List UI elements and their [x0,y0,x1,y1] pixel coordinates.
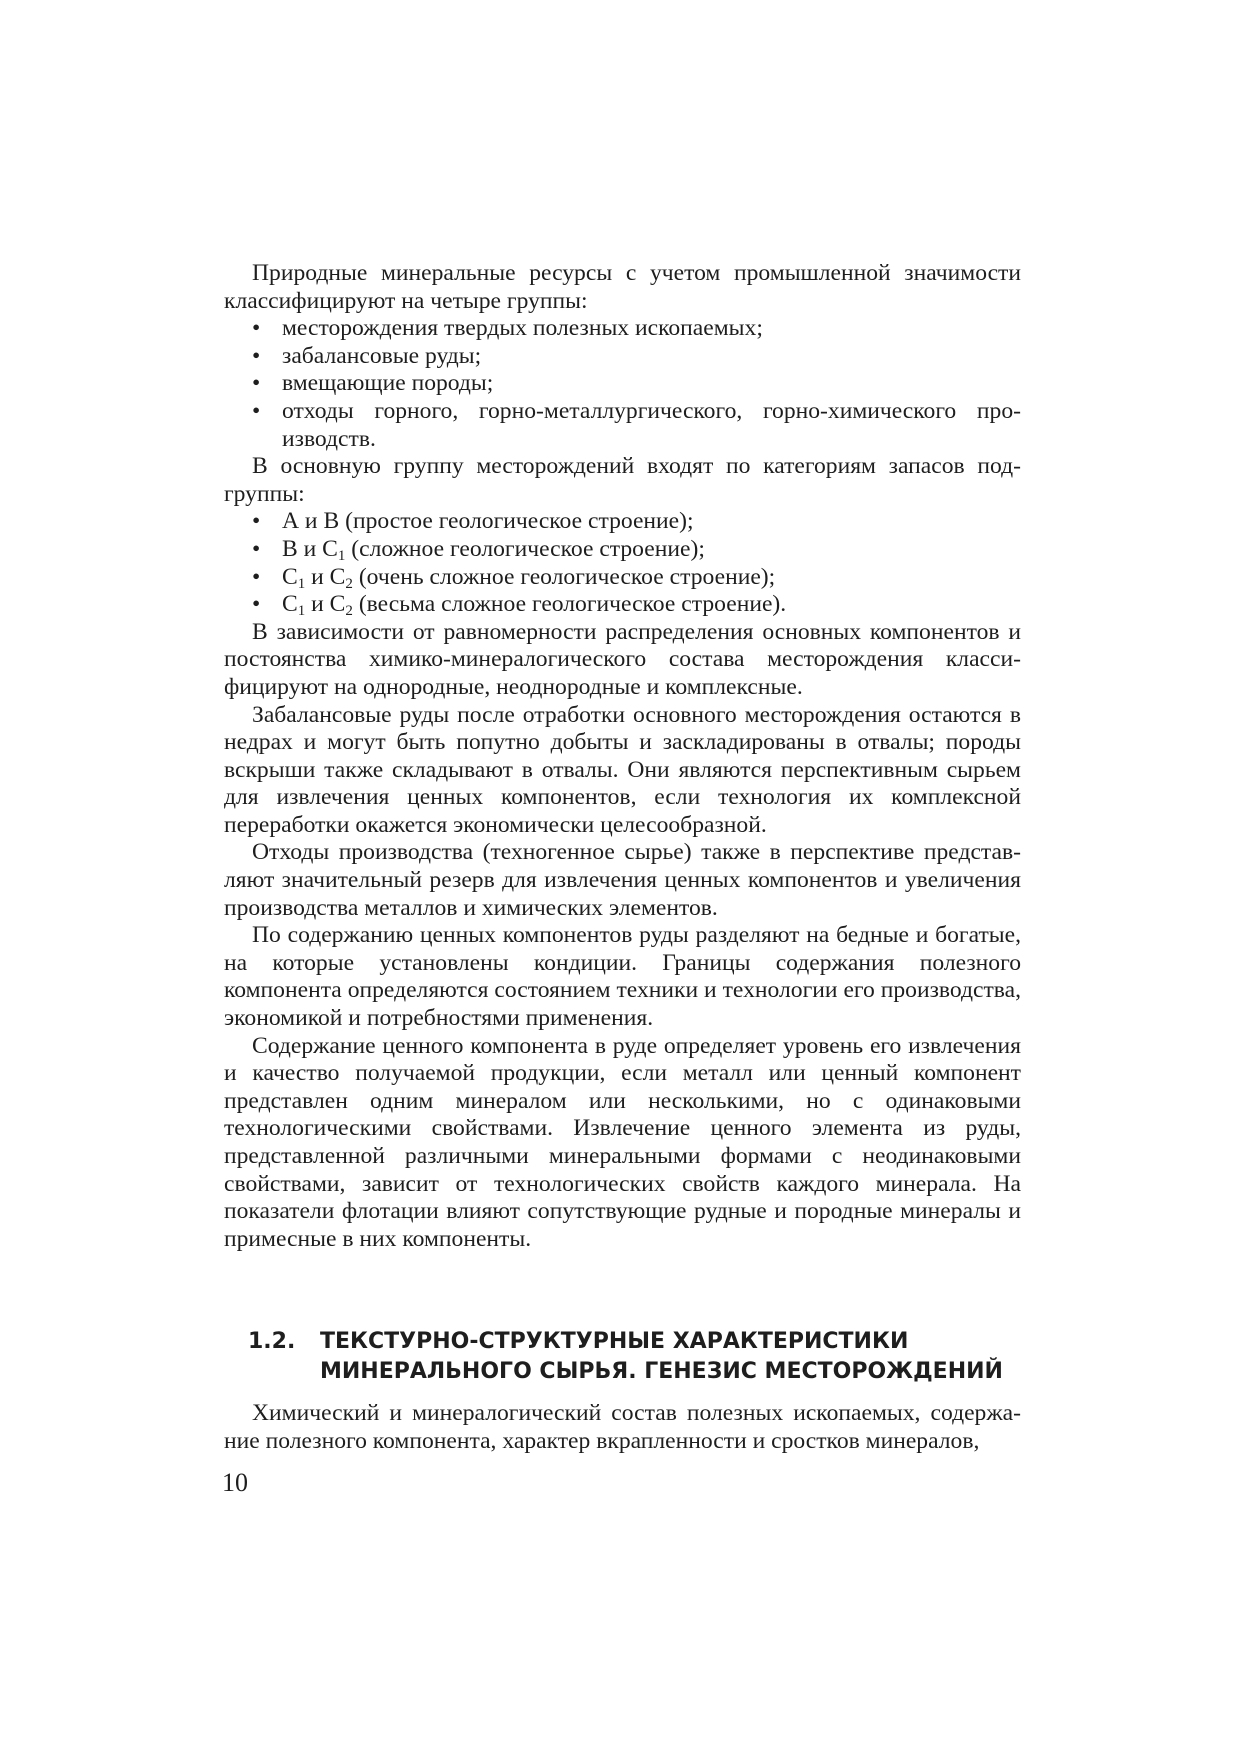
subscript: 1 [297,603,306,620]
section-title-line: МИНЕРАЛЬНОГО СЫРЬЯ. ГЕНЕЗИС МЕСТОРОЖДЕНИЙ [320,1359,1003,1384]
list-item-text: А и В (простое геологическое строение); [282,508,694,535]
paragraph: Химический и минералогический состав полезных ископаемых, содержание полезного компонента, характер вкрапленности и сростков минералов, [224,1400,1021,1454]
bullet-icon: • [252,397,261,424]
section-title-line: ТЕКСТУРНО-СТРУКТУРНЫЕ ХАРАКТЕРИСТИКИ [320,1329,909,1354]
list-item-text: (весьма сложное геологическое строение). [352,591,787,618]
list-item-text: (сложное геологическое строение); [345,535,705,562]
bullet-icon: • [252,535,261,562]
bullet-icon: • [252,342,261,369]
bullet-icon: • [252,591,261,618]
subscript: 1 [337,547,346,564]
paragraph: В зависимости от равномерности распределения основных компонентов и постоянства химико-минералогического состава месторождения классифицируют на однородные, неоднородные и комплексные. [224,618,1021,700]
resource-groups-list [224,315,1021,453]
subgroups-paragraph: В основную группу месторождений входят по категориям запасов подгруппы: [224,453,1021,507]
list-item-text: и С [305,591,346,618]
list-item-text: С [282,563,298,590]
list-item [252,536,1021,564]
body-text [224,260,1021,1253]
list-item-text: С [282,591,298,618]
list-item-text: и С [305,563,346,590]
list-item-text: (очень сложное геологическое строение); [352,563,776,590]
section-heading [248,1327,1028,1387]
list-item-text: отходы горного, горно-металлургического, горно-химического производств. [282,397,1021,452]
reserve-categories-list [224,508,1021,618]
list-item [252,564,1021,592]
list-item-text: В и С [282,535,338,562]
section-number: 1.2. [248,1329,296,1354]
bullet-icon: • [252,315,261,342]
bullet-icon: • [252,370,261,397]
list-item [252,315,1021,343]
list-item-text: месторождения твердых полезных ископаемых; [282,315,763,342]
bullet-icon: • [252,563,261,590]
paragraph: Содержание ценного компонента в руде определяет уровень его извлечения и качество получаемой продукции, если металл или ценный компонент представлен одним минералом или несколькими, но с одинаковыми технологическими свойствами. Извлечение ценного элемента из руды, представленной различными минеральными формами с неодинаковыми свойствами, зависит от технологических свойств каждого минерала. На показатели флотации влияют сопутствующие рудные и породные минералы и примесные в них компоненты. [224,1032,1021,1252]
paragraph: По содержанию ценных компонентов руды разделяют на бедные и богатые, на которые установлены кондиции. Границы содержания полезного компонента определяются состоянием техники и технологии его производства, экономикой и потребностями применения. [224,922,1021,1032]
paragraph: Отходы производства (техногенное сырье) также в перспективе представляют значительный резерв для извлечения ценных компонентов и увеличения производства металлов и химических элементов. [224,839,1021,921]
subscript: 2 [345,575,353,592]
subscript: 2 [345,603,353,620]
list-item [252,398,1021,453]
list-item-text: вмещающие породы; [282,370,494,397]
list-item [252,370,1021,398]
subscript: 1 [297,575,306,592]
intro-paragraph: Природные минеральные ресурсы с учетом промышленной значимости классифицируют на четыре группы: [224,260,1021,314]
page-number: 10 [222,1468,248,1497]
list-item-text: забалансовые руды; [282,342,482,369]
paragraph: Забалансовые руды после отработки основного месторождения остаются в недрах и могут быть попутно добыты и заскладированы в отвалы; породы вскрыши также складывают в отвалы. Они являются перспективным сырьем для извлечения ценных компонентов, если технология их комплексной переработки окажется экономически целесообразной. [224,701,1021,838]
list-item [252,508,1021,536]
list-item [252,343,1021,371]
section-body-text [224,1400,1021,1455]
bullet-icon: • [252,508,261,535]
list-item [252,591,1021,619]
